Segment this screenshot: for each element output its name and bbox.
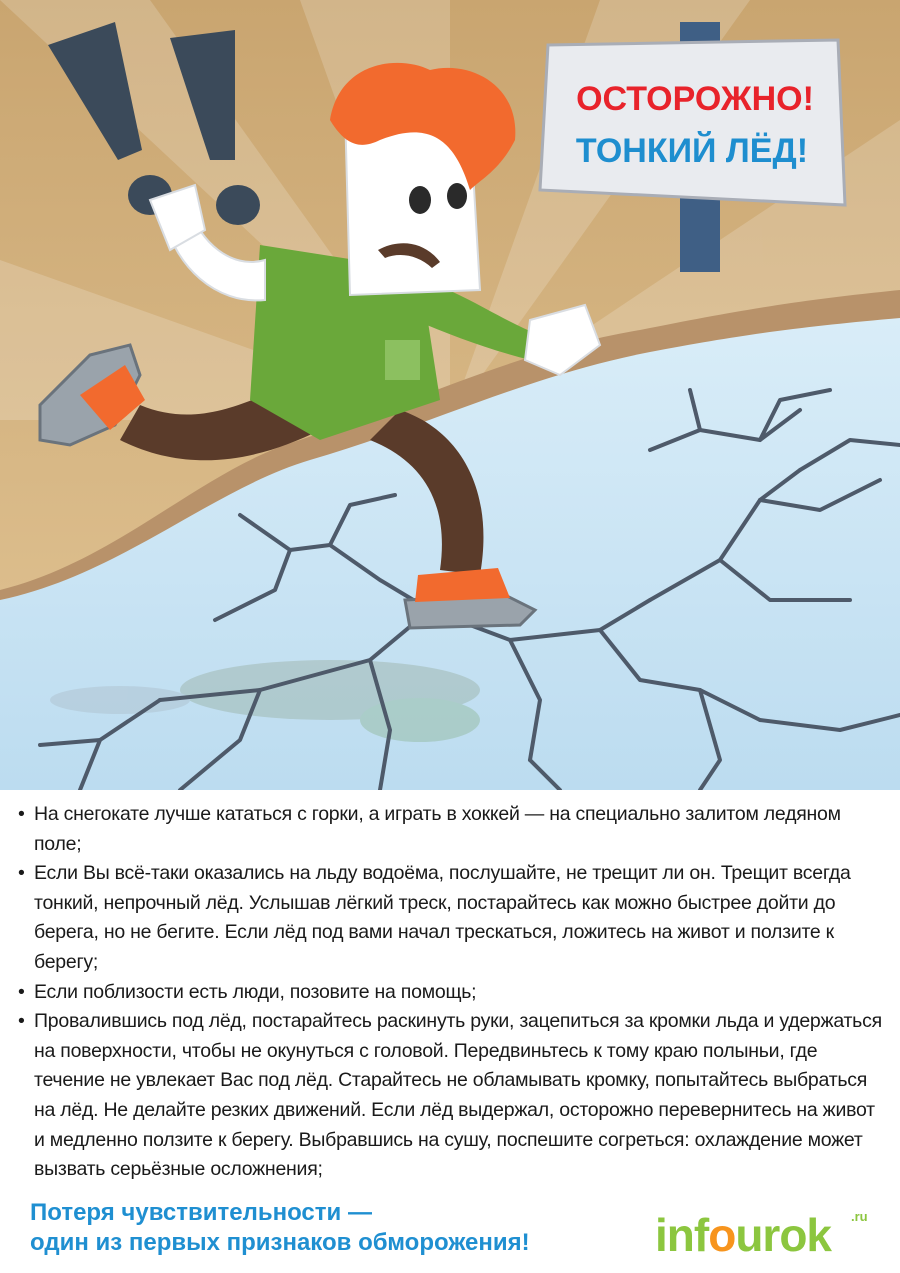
warning-line-2: один из первых признаков обморожения! [30,1229,530,1256]
bullet-3: • [18,980,25,1003]
bullet-1: • [18,803,25,825]
sign-line2: ТОНКИЙ ЛЁД! [575,132,809,170]
infourok-logo [655,1205,870,1265]
tip-text-3: Если поблизости есть люди, позовите на помощь; [34,980,477,1003]
logo-part-1: inf [655,1209,709,1261]
logo-part-3: urok [735,1209,831,1261]
tip-item-2 [18,859,888,977]
frostbite-warning [30,1198,590,1258]
tip-item-3 [18,978,888,1008]
safety-tips-list [18,800,888,1185]
tip-item-4 [18,1007,888,1185]
warning-sign-icon [540,40,845,205]
logo-word [655,1209,831,1261]
tip-text-4: Провалившись под лёд, постарайтесь раскинуть руки, зацепиться за кромки льда и удержаться на поверхности, чтобы не окунуться с головой. Передвиньтесь к тому краю полыньи, где течение не увлекает Вас под лёд. Старайтесь не обламывать кромку, попытайтесь выбраться на лёд. Не делайте резких движений. Если лёд выдержал, осторожно перевернитесь на живот и медленно ползите к берегу. Выбравшись на сушу, поспешите согреться: охлаждение может вызвать серьёзные осложнения; [34,1010,882,1181]
bullet-2: • [18,862,25,885]
logo-suffix: .ru [851,1209,868,1224]
sign-line1: ОСТОРОЖНО! [576,80,814,118]
tip-text-1: На снегокате лучше кататься с горки, а играть в хоккей — на специально залитом ледяном поле; [34,803,841,855]
tip-item-1 [18,800,888,859]
tip-text-2: Если Вы всё-таки оказались на льду водоёма, послушайте, не трещит ли он. Трещит всегда тонкий, непрочный лёд. Услышав лёгкий треск, постарайтесь как можно быстрее дойти до берега, но не бегите. Если лёд под вами начал трескаться, ложитесь на живот и ползите к берегу; [34,862,851,973]
warning-line-1: Потеря чувствительности — [30,1199,372,1226]
logo-part-2: o [708,1209,736,1261]
bullet-4: • [18,1010,25,1033]
